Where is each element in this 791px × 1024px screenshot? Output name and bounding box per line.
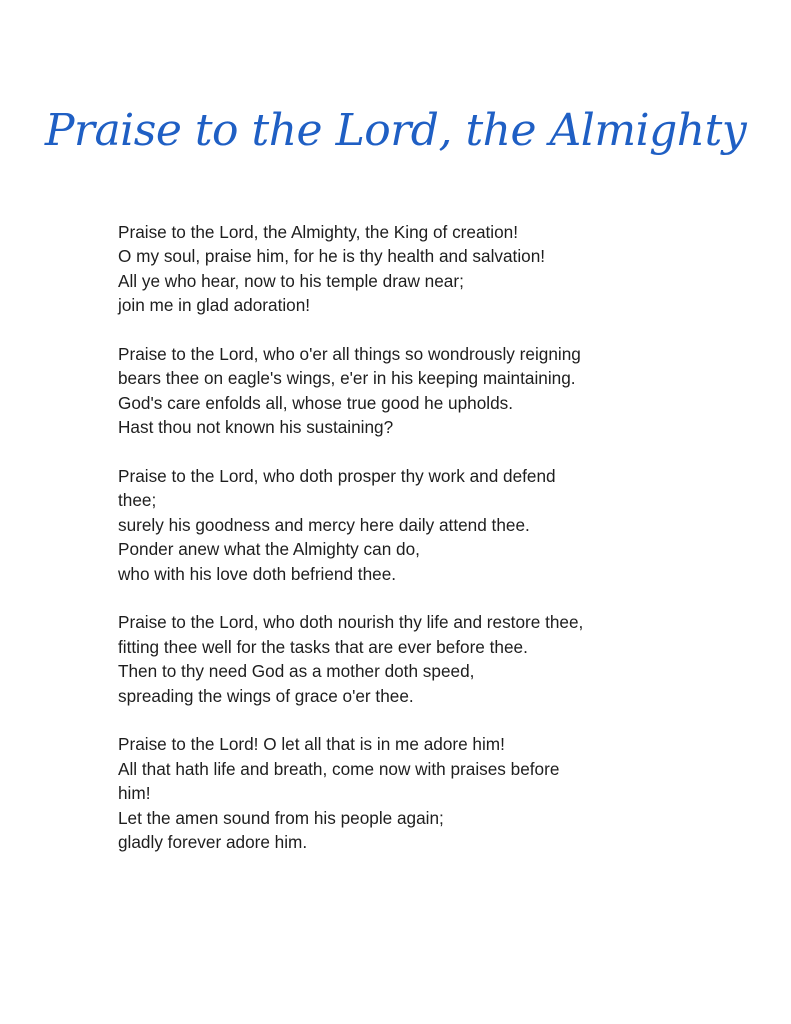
lyric-line: join me in glad adoration! (118, 295, 311, 316)
lyric-line: Let the amen sound from his people again; (118, 807, 444, 828)
hymn-lyrics (118, 220, 678, 879)
lyric-line: gladly forever adore him. (118, 832, 308, 853)
lyric-line: Praise to the Lord, who doth prosper thy work and defend (118, 466, 556, 487)
stanza-4 (118, 610, 678, 708)
lyric-line: All ye who hear, now to his temple draw near; (118, 270, 464, 291)
lyric-line: God's care enfolds all, whose true good he upholds. (118, 392, 514, 413)
lyric-line: All that hath life and breath, come now with praises before (118, 758, 560, 779)
lyric-line: O my soul, praise him, for he is thy health and salvation! (118, 246, 546, 267)
lyric-line: him! (118, 783, 151, 804)
lyric-line: fitting thee well for the tasks that are ever before thee. (118, 636, 528, 657)
stanza-3 (118, 464, 678, 586)
stanza-5 (118, 732, 678, 854)
stanza-1 (118, 220, 678, 318)
lyric-line: Ponder anew what the Almighty can do, (118, 539, 420, 560)
lyric-line: Then to thy need God as a mother doth speed, (118, 661, 475, 682)
lyric-line: surely his goodness and mercy here daily attend thee. (118, 514, 530, 535)
lyric-line: who with his love doth befriend thee. (118, 563, 397, 584)
lyric-line: spreading the wings of grace o'er thee. (118, 685, 414, 706)
lyric-line: Praise to the Lord! O let all that is in me adore him! (118, 734, 505, 755)
lyric-line: Praise to the Lord, the Almighty, the King of creation! (118, 222, 518, 242)
lyric-line: Praise to the Lord, who doth nourish thy life and restore thee, (118, 612, 584, 633)
lyric-line: Hast thou not known his sustaining? (118, 417, 394, 438)
lyric-line: thee; (118, 490, 157, 511)
page-title: Praise to the Lord, the Almighty (44, 105, 747, 156)
stanza-2 (118, 342, 678, 440)
lyric-line: bears thee on eagle's wings, e'er in his keeping maintaining. (118, 368, 576, 389)
lyric-line: Praise to the Lord, who o'er all things so wondrously reigning (118, 344, 581, 365)
